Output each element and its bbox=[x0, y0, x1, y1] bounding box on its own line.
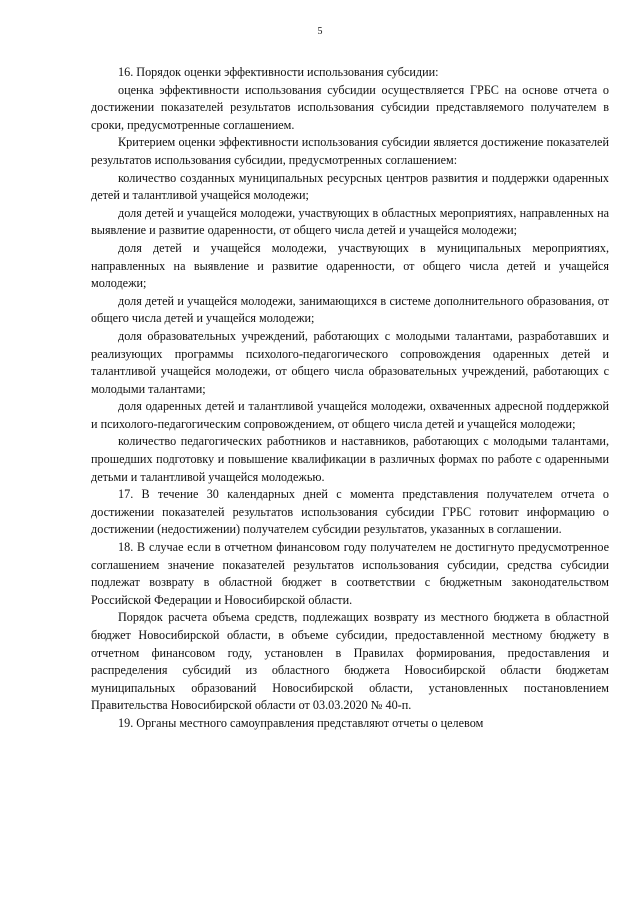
list-item: количество педагогических работников и наставников, работающих с молодыми талантами, прошедших подготовку и повышение квалификации в различных формах по работе с одаренными детьми и талантливой учащейся молодежью. bbox=[91, 434, 609, 484]
paragraph-19: 19. Органы местного самоуправления представляют отчеты о целевом bbox=[118, 715, 484, 730]
paragraph-18: 18. В случае если в отчетном финансовом году получателем не достигнуто предусмотренное соглашением значение показателей результатов использования субсидии, средства субсидии подлежат возврату в областной бюджет в соответствии с бюджетным законодательством Российской Федерации и Новосибирской области. bbox=[91, 540, 609, 607]
paragraph: Критерием оценки эффективности использования субсидии является достижение показателей результатов использования субсидии, предусмотренных соглашением: bbox=[91, 135, 609, 167]
list-item: доля образовательных учреждений, работающих с молодыми талантами, разработавших и реализующих программы психолого-педагогического сопровождения одаренных детей и талантливой учащейся молодежи, от общего числа образовательных учреждений, работающих с молодыми талантами; bbox=[91, 328, 609, 396]
page-number: 5 bbox=[317, 26, 323, 37]
list-item: доля детей и учащейся молодежи, занимающихся в системе дополнительного образования, от общего числа детей и учащейся молодежи; bbox=[91, 293, 609, 326]
document-body bbox=[91, 64, 609, 733]
paragraph: Порядок расчета объема средств, подлежащих возврату из местного бюджета в областной бюджет Новосибирской области, в объеме субсидии, предоставленной местному бюджету в отчетном финансовом году, установлен в Правилах формирования, предоставления и распределения субсидий из областного бюджета Новосибирской области бюджетам муниципальных образований Новосибирской области, установленных постановлением Правительства Новосибирской области от 03.03.2020 № 40-п. bbox=[91, 610, 609, 713]
list-item: доля детей и учащейся молодежи, участвующих в областных мероприятиях, направленных на выявление и развитие одаренности, от общего числа детей и учащейся молодежи; bbox=[91, 205, 609, 238]
list-item: доля одаренных детей и талантливой учащейся молодежи, охваченных адресной поддержкой и психолого-педагогическим сопровождением, от общего числа детей и учащейся молодежи; bbox=[91, 399, 609, 431]
paragraph-16-heading: 16. Порядок оценки эффективности использования субсидии: bbox=[118, 65, 439, 79]
list-item: количество созданных муниципальных ресурсных центров развития и поддержки одаренных детей и талантливой учащейся молодежи; bbox=[91, 170, 609, 203]
list-item: доля детей и учащейся молодежи, участвующих в муниципальных мероприятиях, направленных на выявление и развитие одаренности, от общего числа детей и учащейся молодежи; bbox=[91, 240, 609, 291]
paragraph: оценка эффективности использования субсидии осуществляется ГРБС на основе отчета о достижении показателей результатов использования субсидии представляемого получателем в сроки, предусмотренные соглашением. bbox=[91, 82, 609, 132]
paragraph-17: 17. В течение 30 календарных дней с момента представления получателем отчета о достижении показателей результатов использования субсидии ГРБС готовит информацию о достижении (недостижении) получателем субсидии результатов, указанных в соглашении. bbox=[91, 487, 609, 537]
